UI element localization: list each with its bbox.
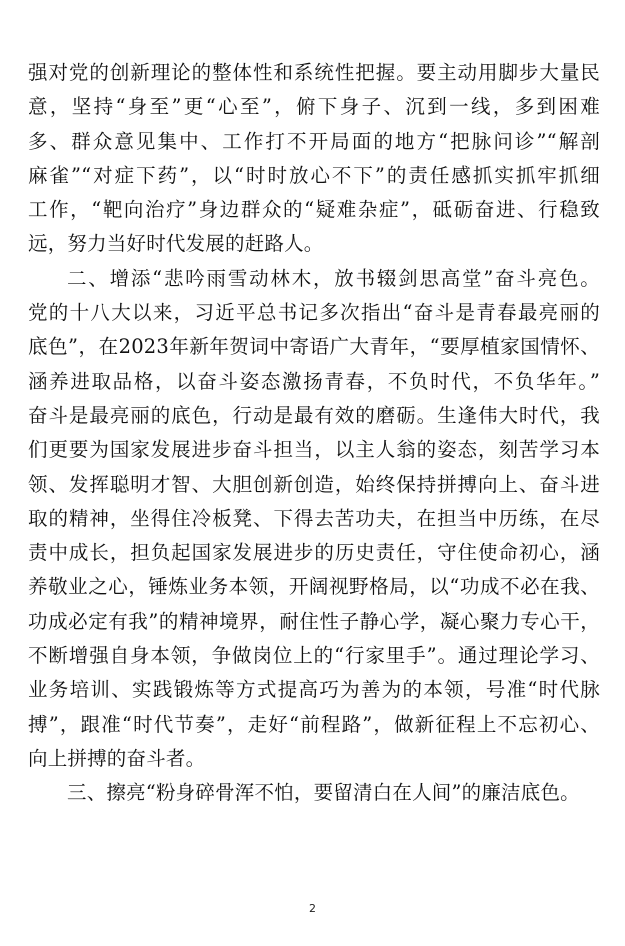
- text-line: 意，坚持“身至”更“心至”，俯下身子、沉到一线，多到困难: [28, 95, 600, 119]
- text-line: 党的十八大以来，习近平总书记多次指出“奋斗是青春最亮丽的: [28, 301, 600, 325]
- body-text: [28, 56, 600, 811]
- text-line: 麻雀”“对症下药”，以“时时放心不下”的责任感抓实抓牢抓细: [28, 163, 600, 187]
- text-line: 责中成长，担负起国家发展进步的历史责任，守住使命初心，涵: [28, 541, 600, 565]
- section-heading-2: 二、增添“悲吟雨雪动林木，放书辍剑思高堂”奋斗亮色。: [67, 266, 600, 290]
- text-line: 功成必定有我”的精神境界，耐住性子静心学，凝心聚力专心干，: [28, 609, 600, 633]
- text-line: 强对党的创新理论的整体性和系统性把握。要主动用脚步大量民: [28, 61, 600, 84]
- text-line: 涵养进取品格，以奋斗姿态激扬青春，不负时代，不负华年。”: [28, 369, 600, 393]
- text-line: 向上拼搏的奋斗者。: [28, 746, 206, 770]
- text-line: 不断增强自身本领，争做岗位上的“行家里手”。通过理论学习、: [28, 644, 600, 668]
- section-heading-3: 三、擦亮“粉身碎骨浑不怕，要留清白在人间”的廉洁底色。: [67, 781, 580, 805]
- text-line: 远，努力当好时代发展的赶路人。: [28, 232, 324, 256]
- text-line: 们更要为国家发展进步奋斗担当，以主人翁的姿态，刻苦学习本: [28, 438, 600, 462]
- text-line: 奋斗是最亮丽的底色，行动是最有效的磨砺。生逢伟大时代，我: [28, 403, 600, 427]
- text-line: 养敬业之心，锤炼业务本领，开阔视野格局，以“功成不必在我、: [28, 575, 600, 599]
- text-line: 取的精神，坐得住冷板凳、下得去苦功夫，在担当中历练，在尽: [28, 506, 600, 530]
- page-number: 2: [309, 902, 316, 915]
- text-line: 搏”，跟准“时代节奏”，走好“前程路”，做新征程上不忘初心、: [28, 712, 600, 736]
- text-line: 底色”，在2023年新年贺词中寄语广大青年，“要厚植家国情怀、: [28, 335, 600, 359]
- text-line: 业务培训、实践锻炼等方式提高巧为善为的本领，号准“时代脉: [28, 678, 600, 702]
- text-line: 领、发挥聪明才智、大胆创新创造，始终保持拼搏向上、奋斗进: [28, 472, 600, 496]
- text-line: 工作，“靶向治疗”身边群众的“疑难杂症”，砥砺奋进、行稳致: [28, 198, 600, 222]
- text-line: 多、群众意见集中、工作打不开局面的地方“把脉问诊”“解剖: [28, 129, 600, 153]
